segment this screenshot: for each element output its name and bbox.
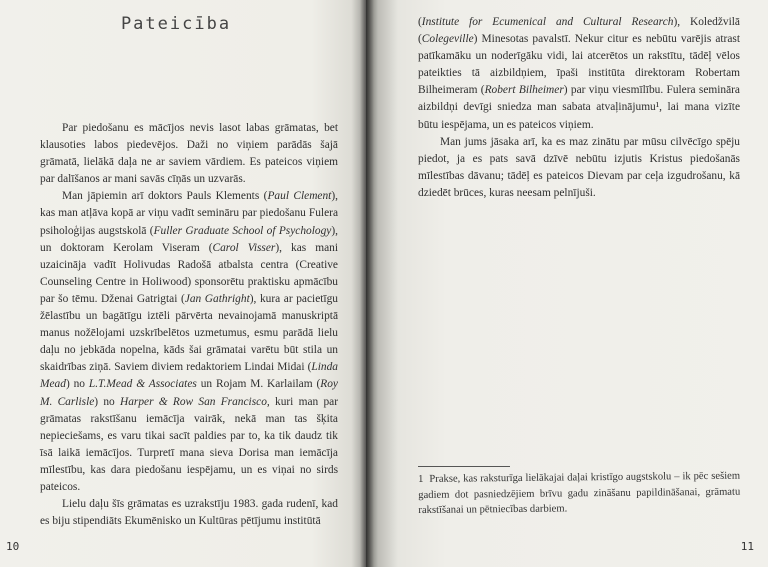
chapter-title: Pateicība (120, 14, 232, 34)
left-page-body (40, 120, 338, 530)
footnote-number: 1 (418, 473, 424, 485)
right-page-body (418, 14, 740, 202)
page-number: 10 (6, 540, 20, 553)
right-page (366, 0, 768, 567)
page-number: 11 (740, 540, 754, 553)
italic-run: Colegeville (421, 33, 474, 46)
paragraph: Man jums jāsaka arī, ka es maz zinātu par mūsu cilvēcīgo spēju piedot, ja es pats savā dzīvē nebūtu izjutis Kristus piedošanās mīlestības dāvanu; tādēļ es pateicos Dievam par ceļa izgudrošanu, kā dziedēt brūces, kuras neesam pelnījuši. (418, 135, 740, 199)
left-page (0, 0, 366, 567)
italic-run: Paul Clement (267, 190, 332, 203)
italic-run: Robert Bilheimer (484, 84, 564, 97)
italic-run: Jan Gathright (184, 292, 250, 305)
paragraph: (Institute for Ecumenical and Cultural Research), Koledžvilā (Colegeville) Minesotas pavalstī. Nekur citur es nebūtu varējis atrast patīkamāku un noderīgāku vidi, lai atcerētos un rakstītu, tādēļ vēlos pateikties tā aizbildņiem, īpaši institūta direktoram Robertam Bilheimeram (Robert Bilheimer) par viņu viesmīlību. Fulera semināra aizbildņi devīgi sniedza man sabata atvaļinājumu¹, lai mana vizīte būtu iespējama, un es pateicos viņiem. (418, 16, 740, 131)
italic-run: Harper & Row San Francisco, (119, 395, 270, 408)
italic-run: Roy M. Carlisle (40, 378, 338, 408)
italic-run: L.T.Mead & Associates (88, 378, 197, 391)
italic-run: Carol Visser (212, 241, 276, 254)
paragraph: Par piedošanu es mācījos nevis lasot labas grāmatas, bet klausoties labos piedevējos. Daži no viņiem parādās šajā grāmatā, lielākā daļa ne ar saviem vārdiem. Es pateicos viņiem par dalīšanos ar mani savās cīņās un uzvarās. (40, 122, 338, 186)
footnote-divider (418, 466, 510, 467)
paragraph: Man jāpiemin arī doktors Pauls Klements (Paul Clement), kas man atļāva kopā ar viņu vadīt semināru par piedošanu Fulera psiholoģijas augstskolā (Fuller Graduate School of Psychology), un doktoram Kerolam Viseram (Carol Visser), kas mani uzaicināja vadīt Holivudas Radošā atbalsta centra (Creative Counseling Centre in Holiwood) sponsorētu praktisku apmācību par šo tēmu. Dženai Gatrigtai (Jan Gathright), kura ar pacietīgu žēlastību un bagātīgu iztēli pārvērta nevainojamā manuskriptā manus nožēlojami uzskrībelētos uzmetumus, esmu parādā lielu daļu no jebkāda nopelna, kāds šai grāmatai varētu būt stila un skaidrības ziņā. Saviem diviem redaktoriem Lindai Midai (Linda Mead) no L.T.Mead & Associates un Rojam M. Karlailam (Roy M. Carlisle) no Harper & Row San Francisco, kuri man par grāmatas rakstīšanu iemācīja vairāk, nekā man tas šķita nepieciešams, es varu tikai sacīt paldies par to, ka tik daudz tik īsā laikā iemācījos. Turpretī mana sieva Dorisa man iemācīja mīlestību, kas dara piedošanu iespējamu, un es viņai no sirds pateicos. (40, 190, 339, 493)
italic-run: Fuller Graduate School of Psychology (153, 224, 332, 237)
italic-run: Institute for Ecumenical and Cultural Research (421, 16, 674, 28)
footnote (418, 469, 740, 519)
paragraph: Lielu daļu šīs grāmatas es uzrakstīju 1983. gada rudenī, kad es biju stipendiāts Ekumēnisko un Kultūras pētījumu institūtā (40, 498, 338, 528)
book-gutter-shadow (360, 0, 374, 567)
footnote-text: Prakse, kas raksturīga lielākajai daļai kristīgo augstskolu – ik pēc sešiem gadiem dot pasniedzējiem brīvu gadu zināšanu papildināšanai, grāmatu rakstīšanai un pētniecības darbiem. (418, 470, 741, 517)
italic-run: Linda Mead (40, 361, 338, 391)
